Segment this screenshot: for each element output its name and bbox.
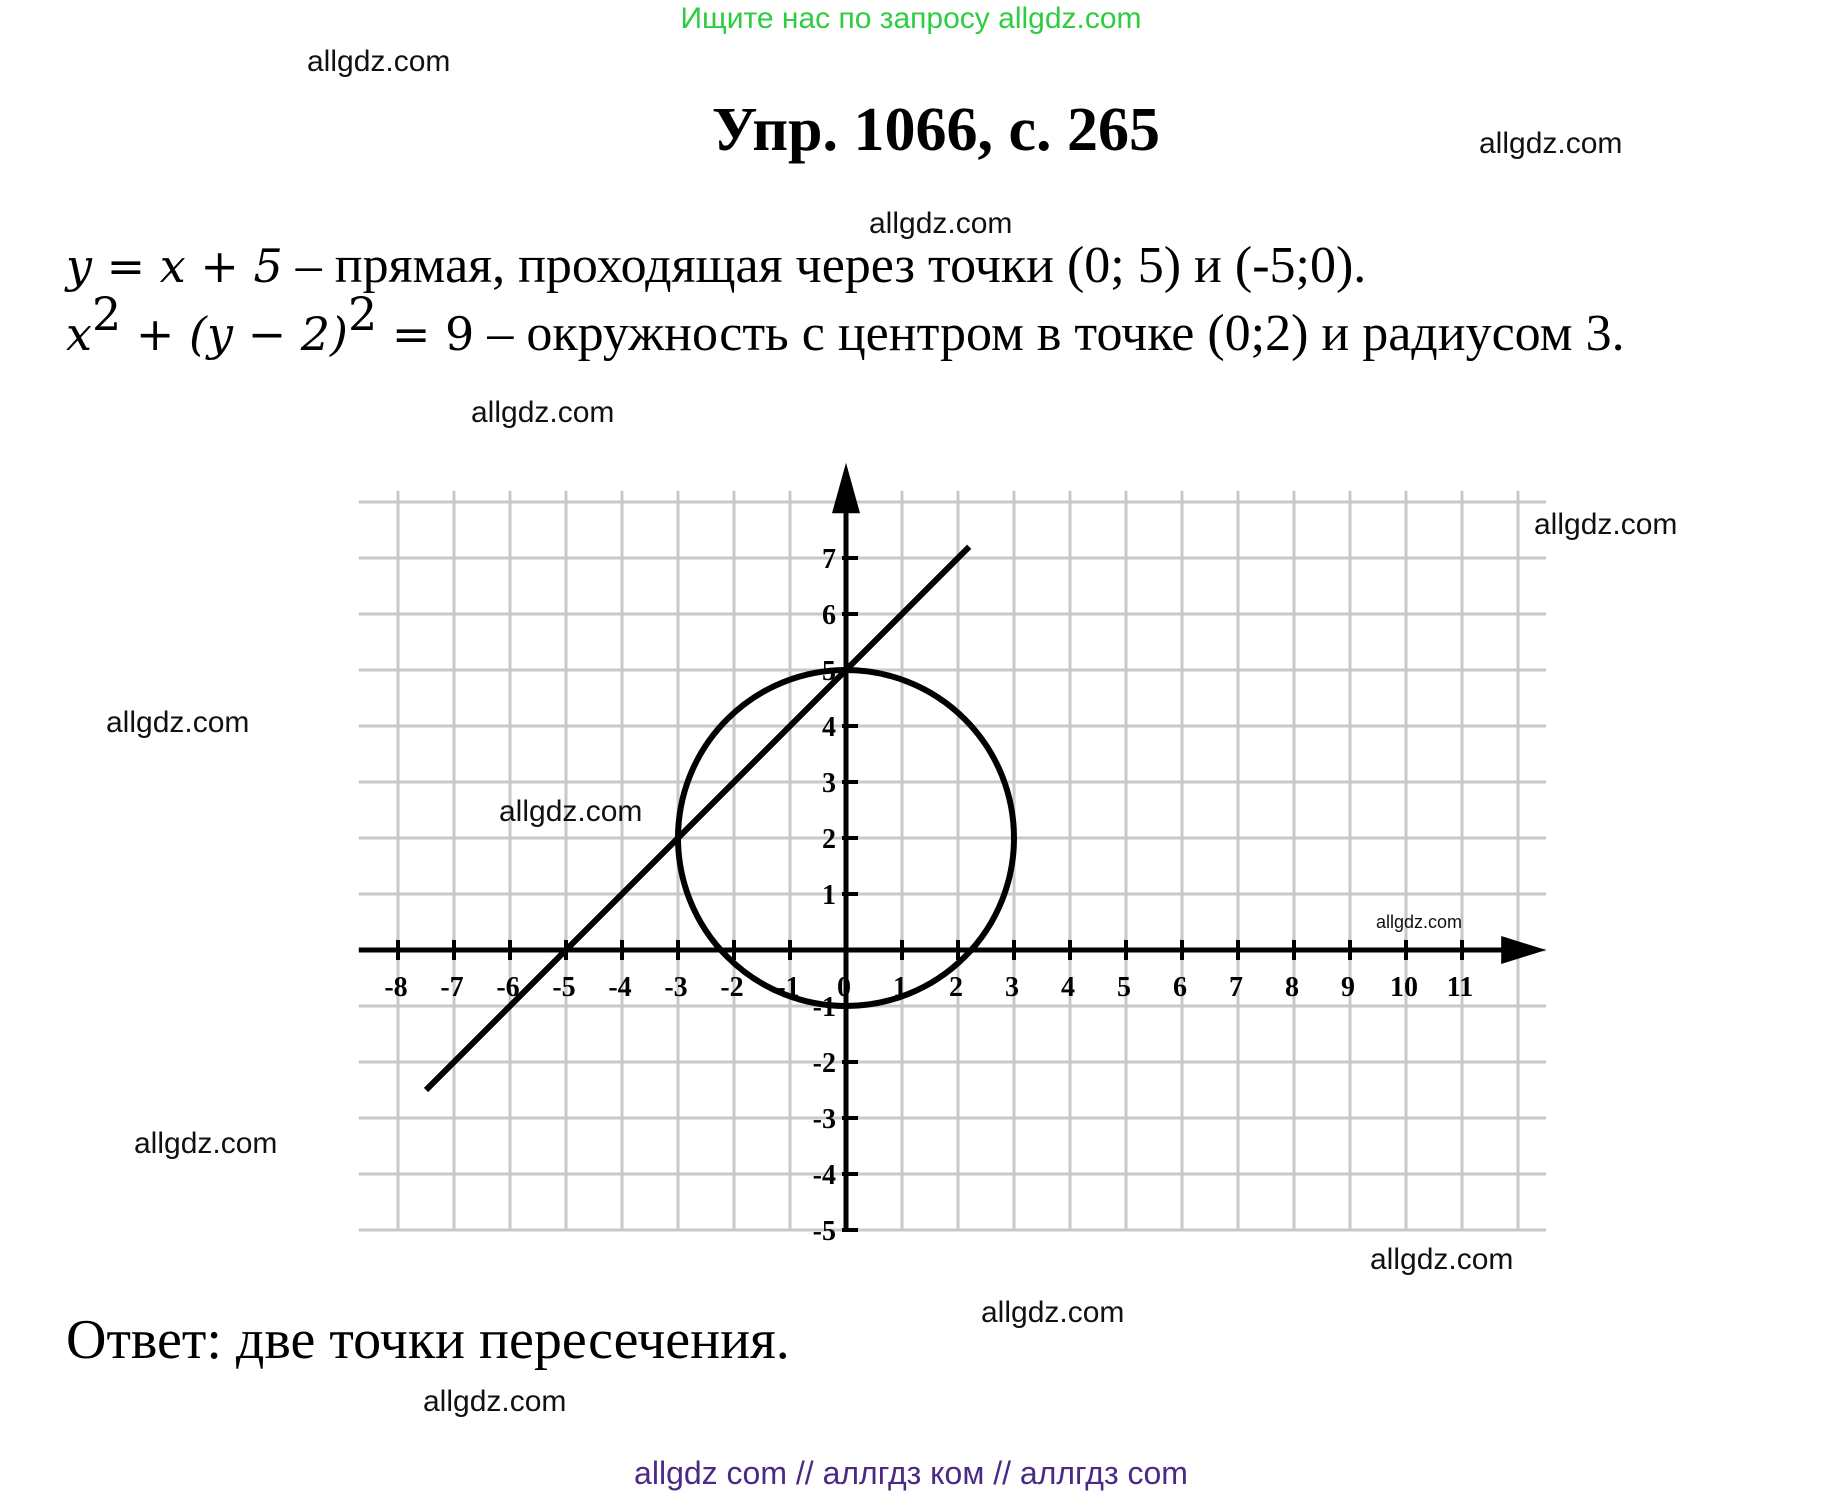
circle-eq-rhs: = 9 bbox=[377, 307, 475, 361]
answer-text: Ответ: две точки пересечения. bbox=[66, 1309, 790, 1371]
y-axis-arrow bbox=[832, 463, 860, 513]
x-tick-label: 1 bbox=[893, 972, 907, 1003]
x-tick-label: 5 bbox=[1117, 972, 1131, 1003]
watermark: allgdz.com bbox=[1534, 508, 1678, 541]
watermark: allgdz.com bbox=[981, 1296, 1125, 1329]
watermark: allgdz.com bbox=[307, 45, 451, 78]
watermark: allgdz.com bbox=[134, 1127, 278, 1160]
x-tick-label: 4 bbox=[1061, 972, 1075, 1003]
x-tick-label: 11 bbox=[1446, 972, 1474, 1003]
x-tick-label: -8 bbox=[384, 972, 408, 1003]
line-equation-statement bbox=[66, 236, 1366, 295]
footer-links: allgdz com // аллгдз ком // аллгдз com bbox=[634, 1455, 1188, 1491]
x-tick-label: 0 bbox=[837, 972, 851, 1003]
circle-eq-sup1: 2 bbox=[91, 287, 122, 341]
y-tick-label: 1 bbox=[822, 880, 836, 911]
line-equation: y = x + 5 bbox=[66, 239, 283, 293]
watermark: allgdz.com bbox=[1370, 1243, 1514, 1276]
watermark: allgdz.com bbox=[471, 396, 615, 429]
y-tick-label: -4 bbox=[812, 1160, 836, 1191]
y-tick-label: -5 bbox=[812, 1216, 836, 1247]
search-banner: Ищите нас по запросу allgdz.com bbox=[680, 2, 1142, 35]
y-tick-label: -1 bbox=[812, 992, 836, 1023]
x-tick-label: 8 bbox=[1285, 972, 1299, 1003]
x-tick-label: 10 bbox=[1390, 972, 1418, 1003]
watermark: allgdz.com bbox=[1479, 127, 1623, 160]
watermark: allgdz.com bbox=[869, 207, 1013, 240]
y-tick-label: 7 bbox=[822, 544, 836, 575]
y-tick-label: -3 bbox=[812, 1104, 836, 1135]
y-tick-label: 3 bbox=[822, 768, 836, 799]
watermark: allgdz.com bbox=[423, 1385, 567, 1418]
y-tick-label: 2 bbox=[822, 824, 836, 855]
x-tick-label: 2 bbox=[949, 972, 963, 1003]
x-tick-label: 3 bbox=[1005, 972, 1019, 1003]
exercise-title: Упр. 1066, с. 265 bbox=[711, 96, 1161, 164]
x-tick-label: -3 bbox=[664, 972, 688, 1003]
x-tick-label: 6 bbox=[1173, 972, 1187, 1003]
y-tick-label: 4 bbox=[822, 712, 836, 743]
x-axis-arrow bbox=[1501, 936, 1546, 964]
watermark-small: allgdz.com bbox=[1376, 912, 1463, 932]
x-tick-label: -5 bbox=[552, 972, 576, 1003]
circle-eq-sup2: 2 bbox=[347, 287, 378, 341]
watermark: allgdz.com bbox=[106, 706, 250, 739]
x-tick-label: 9 bbox=[1341, 972, 1355, 1003]
x-tick-label: -4 bbox=[608, 972, 632, 1003]
coordinate-graph bbox=[350, 450, 1555, 1250]
x-tick-label: -6 bbox=[496, 972, 520, 1003]
line-description: – прямая, проходящая через точки (0; 5) и (-5;0). bbox=[282, 237, 1367, 294]
y-tick-label: 5 bbox=[822, 656, 836, 687]
y-tick-label: 6 bbox=[822, 600, 836, 631]
x-tick-label: -7 bbox=[440, 972, 464, 1003]
x-tick-label: -2 bbox=[720, 972, 744, 1003]
x-tick-label: -1 bbox=[776, 972, 800, 1003]
watermark: allgdz.com bbox=[499, 795, 643, 828]
x-tick-label: 7 bbox=[1229, 972, 1243, 1003]
circle-equation-statement bbox=[66, 287, 1625, 363]
y-tick-label: -2 bbox=[812, 1048, 836, 1079]
circle-eq-x: x bbox=[66, 307, 92, 361]
circle-description: – окружность с центром в точке (0;2) и радиусом 3. bbox=[474, 305, 1625, 362]
circle-eq-mid: + (y − 2) bbox=[121, 307, 348, 361]
